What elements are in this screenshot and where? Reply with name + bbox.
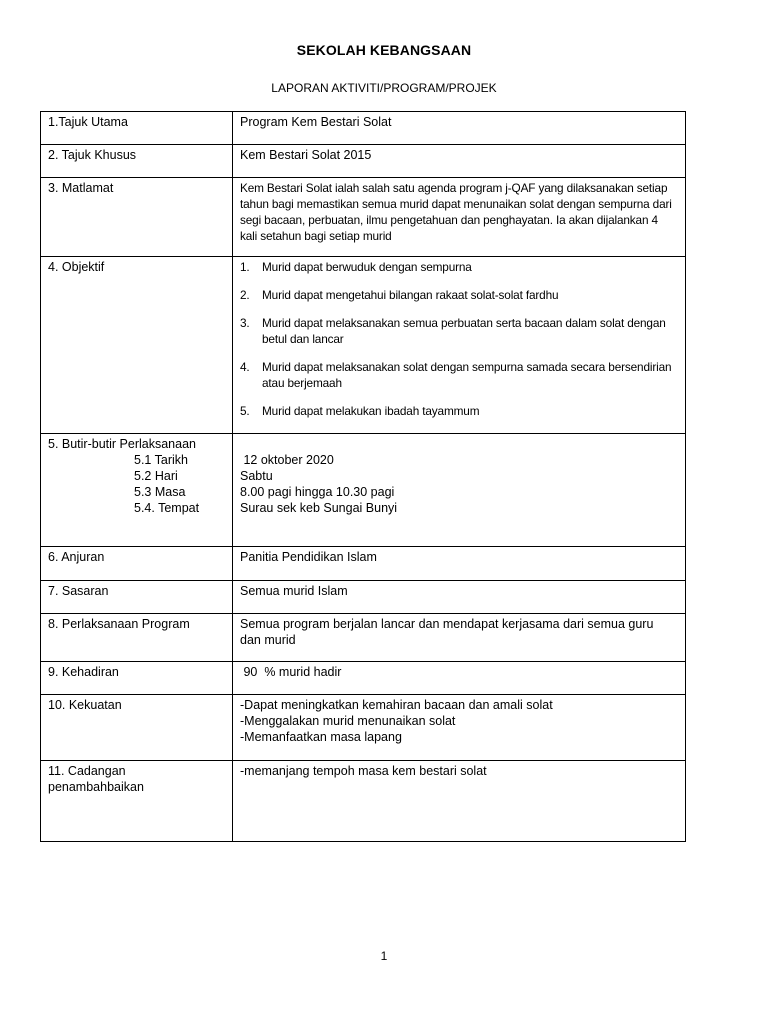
matlamat-label: 3. Matlamat <box>41 178 233 257</box>
objektif-text: atau berjemaah <box>262 376 342 390</box>
row-anjuran <box>41 547 686 581</box>
perlaksanaan-line: Semua program berjalan lancar dan mendapat kerjasama dari semua guru <box>240 617 654 631</box>
objektif-number: 5. <box>240 404 250 418</box>
school-title: SEKOLAH KEBANGSAAN <box>296 42 472 58</box>
objektif-list <box>240 259 679 419</box>
kekuatan-value <box>233 695 686 761</box>
kekuatan-line: -Memanfaatkan masa lapang <box>240 730 402 744</box>
objektif-item <box>240 287 679 303</box>
anjuran-label: 6. Anjuran <box>41 547 233 581</box>
butir-sub-masa: 5.3 Masa <box>134 485 186 499</box>
sasaran-label: 7. Sasaran <box>41 581 233 614</box>
objektif-text: Murid dapat berwuduk dengan sempurna <box>262 260 472 274</box>
cadangan-label-line: penambahbaikan <box>48 780 144 794</box>
tajuk-khusus-label: 2. Tajuk Khusus <box>41 145 233 178</box>
butir-masa: 8.00 pagi hingga 10.30 pagi <box>240 485 395 499</box>
objektif-text: Murid dapat melaksanakan semua perbuatan serta bacaan dalam solat dengan <box>262 316 666 330</box>
row-tajuk-utama <box>41 112 686 145</box>
perlaksanaan-label: 8. Perlaksanaan Program <box>41 614 233 662</box>
objektif-label: 4. Objektif <box>41 257 233 434</box>
objektif-text: Murid dapat melakukan ibadah tayammum <box>262 404 480 418</box>
row-matlamat <box>41 178 686 257</box>
report-title: LAPORAN AKTIVITI/PROGRAM/PROJEK <box>271 81 497 95</box>
row-kehadiran <box>41 662 686 695</box>
objektif-value <box>233 257 686 434</box>
report-table <box>40 111 686 842</box>
sasaran-value: Semua murid Islam <box>233 581 686 614</box>
butir-tempat: Surau sek keb Sungai Bunyi <box>240 501 398 515</box>
butir-sub-hari: 5.2 Hari <box>134 469 178 483</box>
matlamat-line: kali setahun bagi setiap murid <box>240 229 392 243</box>
cadangan-label-line: 11. Cadangan <box>48 764 126 778</box>
kekuatan-line: -Menggalakan murid menunaikan solat <box>240 714 456 728</box>
kekuatan-label: 10. Kekuatan <box>41 695 233 761</box>
objektif-item <box>240 403 679 419</box>
matlamat-line: tahun bagi memastikan semua murid dapat menunaikan solat dengan sempurna dari <box>240 197 672 211</box>
butir-tarikh: 12 oktober 2020 <box>240 453 334 467</box>
row-perlaksanaan-program <box>41 614 686 662</box>
matlamat-line: segi bacaan, perbuatan, ilmu pengetahuan dan penghayatan. Ia akan dijalankan 4 <box>240 213 658 227</box>
objektif-item <box>240 315 679 347</box>
kehadiran-label: 9. Kehadiran <box>41 662 233 695</box>
matlamat-line: Kem Bestari Solat ialah salah satu agenda program j-QAF yang dilaksanakan setiap <box>240 181 668 195</box>
objektif-text: Murid dapat melaksanakan solat dengan sempurna samada secara bersendirian <box>262 360 672 374</box>
butir-label <box>41 434 233 547</box>
perlaksanaan-value <box>233 614 686 662</box>
objektif-item <box>240 359 679 391</box>
kekuatan-line: -Dapat meningkatkan kemahiran bacaan dan amali solat <box>240 698 553 712</box>
objektif-item <box>240 259 679 275</box>
kehadiran-value: 90 % murid hadir <box>233 662 686 695</box>
row-kekuatan <box>41 695 686 761</box>
tajuk-utama-value: Program Kem Bestari Solat <box>233 112 686 145</box>
row-butir-perlaksanaan <box>41 434 686 547</box>
butir-sub-tempat: 5.4. Tempat <box>134 501 200 515</box>
objektif-number: 2. <box>240 288 250 302</box>
row-sasaran <box>41 581 686 614</box>
anjuran-value: Panitia Pendidikan Islam <box>233 547 686 581</box>
objektif-text: Murid dapat mengetahui bilangan rakaat solat-solat fardhu <box>262 288 559 302</box>
row-objektif <box>41 257 686 434</box>
butir-hari: Sabtu <box>240 469 273 483</box>
cadangan-value: -memanjang tempoh masa kem bestari solat <box>233 761 686 842</box>
butir-sub-tarikh: 5.1 Tarikh <box>134 453 188 467</box>
page-number: 1 <box>380 949 388 963</box>
butir-heading: 5. Butir-butir Perlaksanaan <box>48 437 196 451</box>
objektif-text: betul dan lancar <box>262 332 344 346</box>
row-cadangan <box>41 761 686 842</box>
objektif-number: 3. <box>240 316 250 330</box>
objektif-number: 4. <box>240 360 250 374</box>
perlaksanaan-line: dan murid <box>240 633 296 647</box>
cadangan-label <box>41 761 233 842</box>
matlamat-value <box>233 178 686 257</box>
tajuk-khusus-value: Kem Bestari Solat 2015 <box>233 145 686 178</box>
row-tajuk-khusus <box>41 145 686 178</box>
butir-value <box>233 434 686 547</box>
tajuk-utama-label: 1.Tajuk Utama <box>41 112 233 145</box>
objektif-number: 1. <box>240 260 250 274</box>
